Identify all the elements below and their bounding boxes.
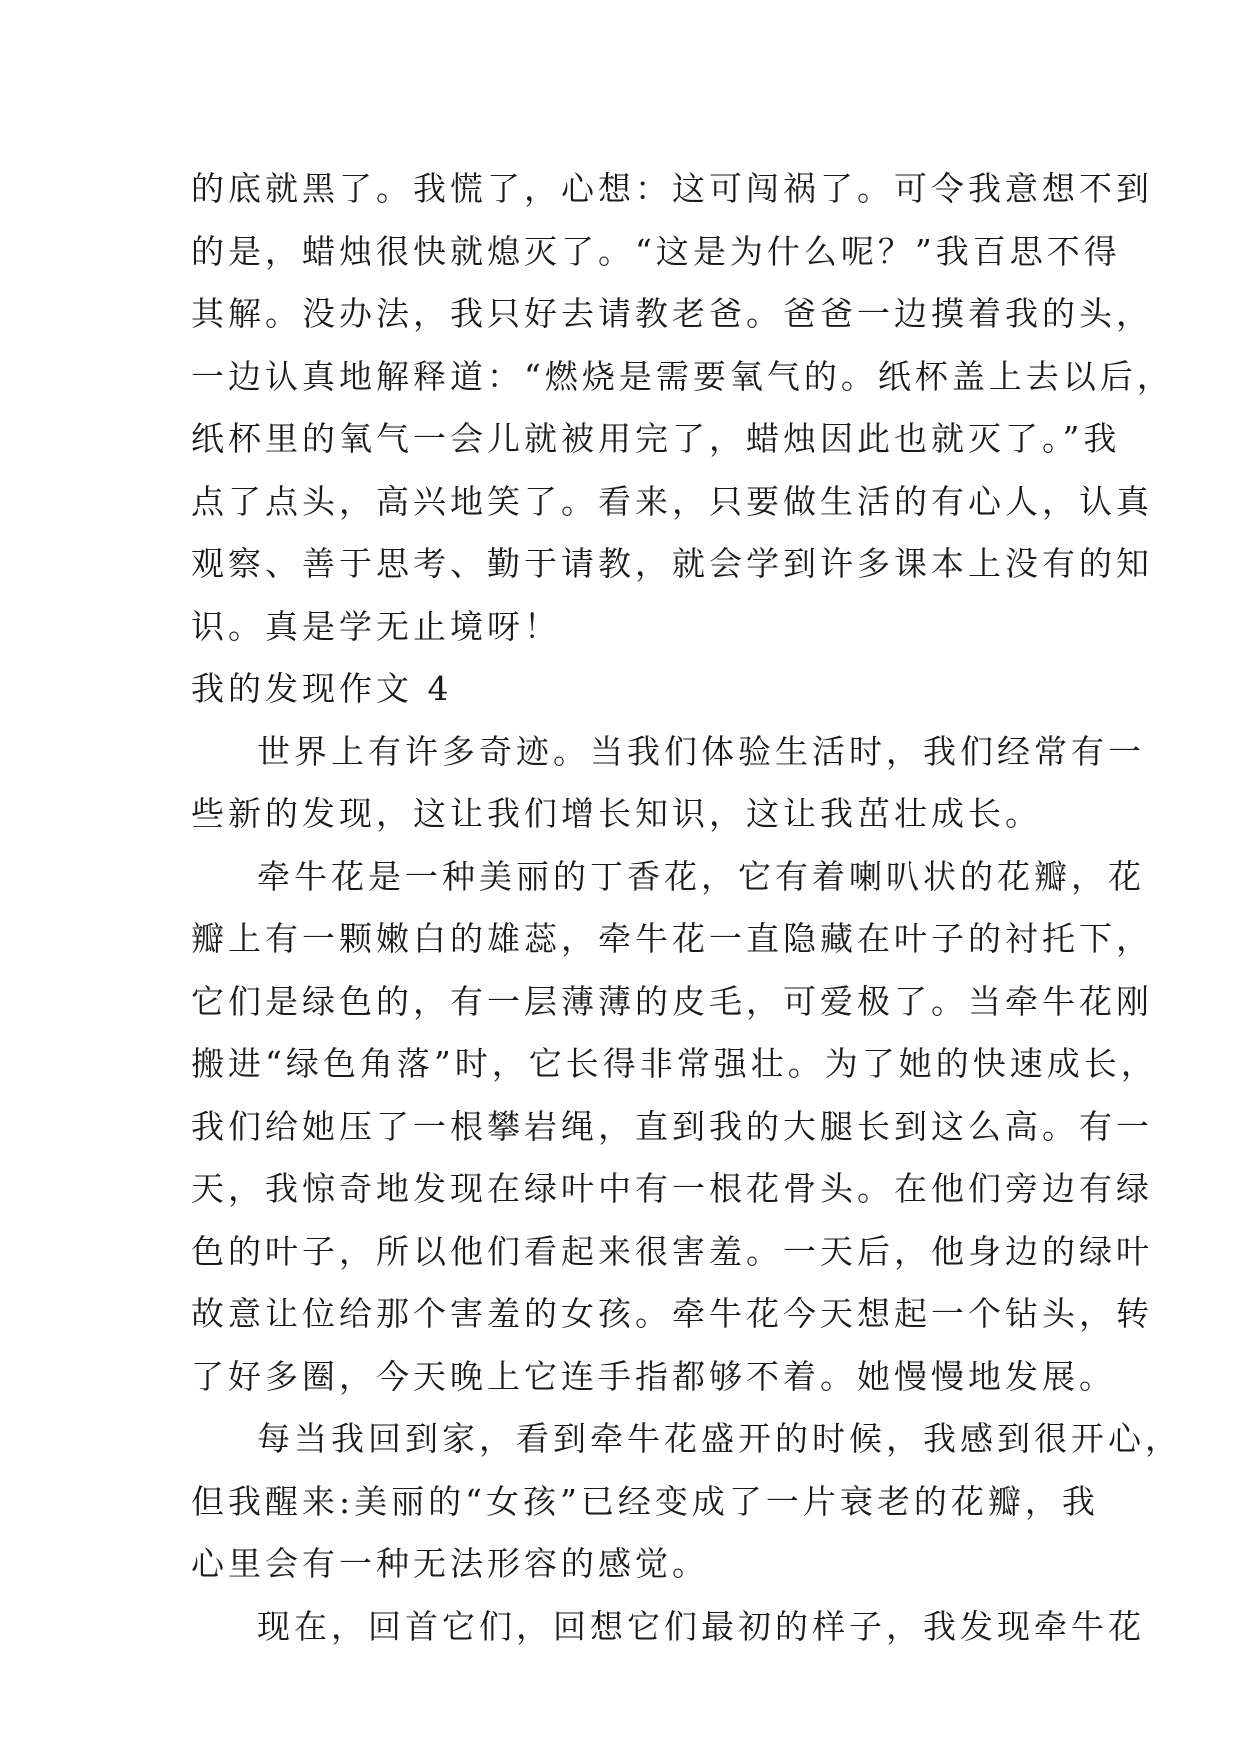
paragraph-first-line: 每当我回到家，看到牵牛花盛开的时候，我感到很开心， [257,1419,1182,1458]
text-line: 搬进“绿色角落”时，它长得非常强壮。为了她的快速成长， [191,1044,1158,1083]
text-line: 天，我惊奇地发现在绿叶中有一根花骨头。在他们旁边有绿 [191,1169,1153,1208]
text-line: 的底就黑了。我慌了，心想：这可闯祸了。可令我意想不到 [191,169,1153,208]
text-line: 观察、善于思考、勤于请教，就会学到许多课本上没有的知 [191,544,1153,583]
text-line: 些新的发现，这让我们增长知识，这让我茁壮成长。 [191,794,1042,833]
text-line: 识。真是学无止境呀！ [191,606,561,646]
text-line: 它们是绿色的，有一层薄薄的皮毛，可爱极了。当牵牛花刚 [191,981,1153,1021]
text-line: 故意让位给那个害羞的女孩。牵牛花今天想起一个钻头，转 [191,1294,1153,1333]
paragraph-first-line: 现在，回首它们，回想它们最初的样子，我发现牵牛花 [257,1606,1145,1646]
text-line: 的是，蜡烛很快就熄灭了。“这是为什么呢？”我百思不得 [191,231,1121,271]
essay-body [191,158,1182,1658]
text-line: 纸杯里的氧气一会儿就被用完了，蜡烛因此也就灭了。”我 [191,419,1121,458]
paragraph-first-line: 牵牛花是一种美丽的丁香花，它有着喇叭状的花瓣，花 [257,856,1145,896]
text-line: 其解。没办法，我只好去请教老爸。爸爸一边摸着我的头， [191,294,1153,333]
paragraph-first-line: 世界上有许多奇迹。当我们体验生活时，我们经常有一 [257,731,1145,771]
text-line: 但我醒来:美丽的“女孩”已经变成了一片衰老的花瓣，我 [191,1481,1099,1521]
text-line: 了好多圈，今天晚上它连手指都够不着。她慢慢地发展。 [191,1356,1116,1396]
text-line: 心里会有一种无法形容的感觉。 [191,1544,709,1583]
text-line: 色的叶子，所以他们看起来很害羞。一天后，他身边的绿叶 [191,1231,1153,1271]
text-line: 我们给她压了一根攀岩绳，直到我的大腿长到这么高。有一 [191,1106,1153,1146]
section-heading: 我的发现作文 4 [191,669,453,708]
text-line: 瓣上有一颗嫩白的雄蕊，牵牛花一直隐藏在叶子的衬托下， [191,919,1153,958]
text-line: 点了点头，高兴地笑了。看来，只要做生活的有心人，认真 [191,481,1153,521]
text-line: 一边认真地解释道：“燃烧是需要氧气的。纸杯盖上去以后， [191,356,1174,396]
